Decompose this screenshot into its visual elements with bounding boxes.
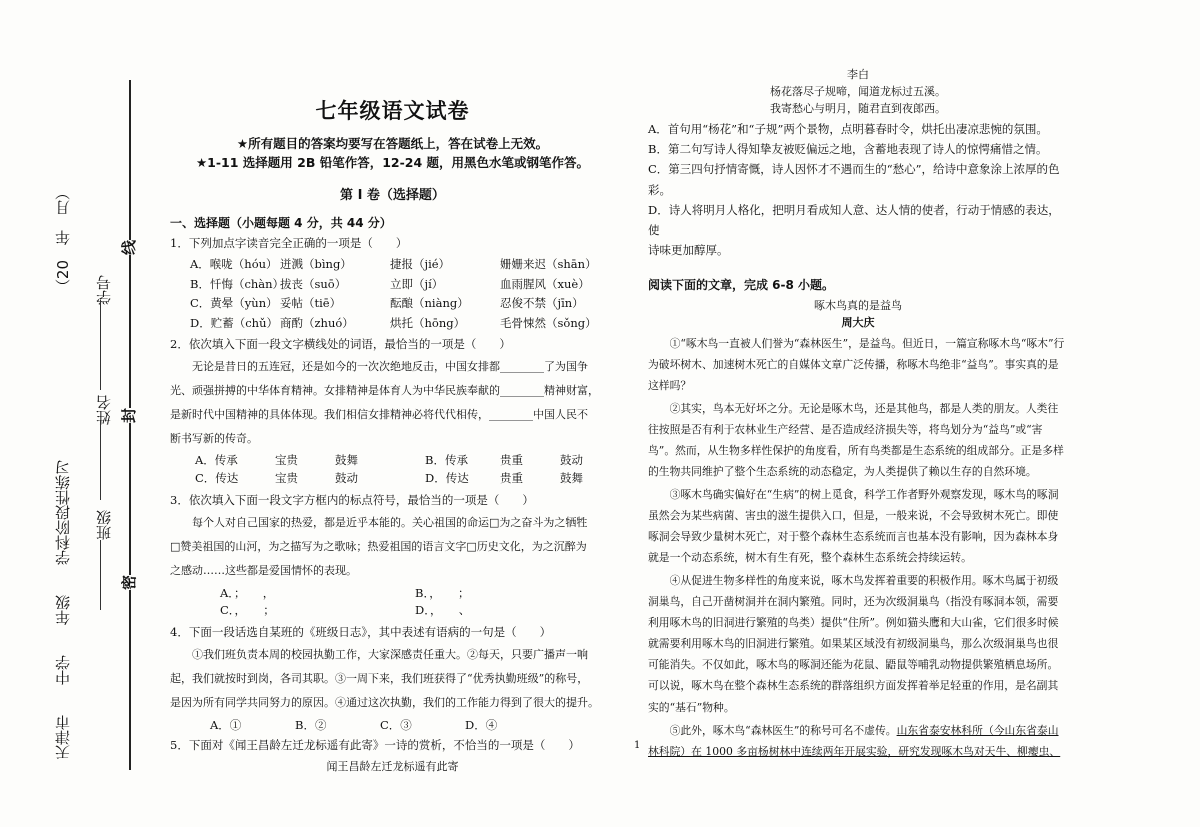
q2-option: B．传承: [425, 453, 468, 468]
q4-passage-line: ①我们班负责本周的校园执勤工作，大家深感责任重大。②每天，只要广播声一响: [192, 648, 588, 662]
seal-feng: 封: [120, 407, 139, 424]
name-label: 姓名: [95, 395, 113, 425]
q5-option: A．首句用“杨花”和“子规”两个景物，点明暮春时令，烘托出凄凉悲惋的氛围。: [648, 122, 1048, 137]
q4-passage-line: 是因为所有同学共同努力的原因。④通过这次执勤，我们的工作能力得到了很大的提升。: [170, 695, 599, 709]
article-paragraph-5: [648, 720, 1068, 762]
article-author: 周大庆: [841, 315, 875, 329]
article-paragraph: ④从促进生物多样性的角度来说，啄木鸟发挥着重要的积极作用。啄木鸟属于初级洞巢鸟，自己开凿树洞并在洞内繁殖。同时，还为次级洞巢鸟（指没有啄洞本领，需要利用啄木鸟的旧洞进行繁殖的鸟类）提供“住所”。例如猫头鹰和大山雀，它们很多时候就需要利用啄木鸟的旧洞进行繁殖。如果某区域没有初级洞巢鸟，那么次级洞巢鸟也很可能消失。不仅如此，啄木鸟的啄洞还能为花鼠、鼯鼠等哺乳动物提供繁殖栖息场所。可以说，啄木鸟在整个森林生态系统的群落组织方面发挥着举足轻重的作用，是名副其实的“基石”物种。: [648, 574, 1059, 714]
reading-intro: 阅读下面的文章，完成 6-8 小题。: [648, 278, 835, 293]
question-5-stem: 5．下面对《闻王昌龄左迁龙标遥有此寄》一诗的赏析，不恰当的一项是（ ）: [170, 737, 580, 752]
q5-option: C．第三四句抒情寄慨，诗人因怀才不遇而生的“愁心”，给诗中意象涂上浓厚的色彩。: [648, 162, 1060, 197]
page-number: 1: [634, 740, 641, 751]
q1-option: 毛骨悚然（sǒng）: [500, 316, 597, 331]
question-3-stem: 3．依次填入下面一段文字方框内的标点符号，最恰当的一项是（ ）: [170, 493, 534, 508]
q3-passage-line: □赞美祖国的山河，为之描写为之歌咏；热爱祖国的语言文字□历史文化，为之沉醉为: [170, 539, 587, 553]
q4-option: C．③: [380, 717, 412, 732]
q1-option: 立即（jí）: [390, 276, 444, 291]
q3-option: C．， ；: [220, 603, 275, 618]
q4-passage-line: 起，我们就按时到岗，各司其职。③一周下来，我们班获得了“优秀执勤班级”的称号，: [170, 671, 589, 685]
q1-option: 迸溅（bìng）: [280, 256, 352, 271]
q1-option: 忍俊不禁（jīn）: [500, 296, 584, 311]
q3-option: A．； ，: [220, 585, 275, 600]
para5-underlined: 山东省泰安林科所（今山东省泰山林科院）在 1000 多亩杨树林中连续两年开展实验，研究发现啄木鸟对天牛、柳瘿虫、: [648, 723, 1061, 758]
question-2-options: [195, 452, 615, 488]
para5-text: ⑤此外，啄木鸟“森林医生”的称号可名不虚传。: [669, 723, 897, 737]
school-label: 天津市 中学 年级 学科阶段性练习: [54, 460, 72, 760]
q2-option: 鼓动: [335, 471, 358, 486]
q1-option: 烘托（hōng）: [390, 316, 466, 331]
poem-line: 杨花落尽子规啼，闻道龙标过五溪。: [770, 85, 946, 99]
question-1-stem: 1．下列加点字读音完全正确的一项是（ ）: [170, 236, 408, 251]
q1-option: 姗姗来迟（shān）: [500, 256, 597, 271]
question-5-options: [648, 119, 1068, 260]
q1-option: 捷报（jié）: [390, 256, 451, 271]
year-label: （20 年 月）: [54, 185, 72, 295]
q5-option: D．诗人将明月人格化，把明月看成知人意、达人情的使者，行动于情感的表达，使: [648, 202, 1060, 237]
question-3-options: [220, 585, 615, 621]
poem-title: 闻王昌龄左迁龙标遥有此寄: [326, 760, 459, 774]
q4-option: B．②: [295, 717, 327, 732]
question-2-stem: 2．依次填入下面一段文字横线处的词语，最恰当的一项是（ ）: [170, 337, 511, 352]
q1-option: D．贮蓄（chǔ）: [190, 316, 278, 331]
article-title: 啄木鸟真的是益鸟: [814, 298, 902, 312]
q1-option: 酝酿（niàng）: [390, 296, 469, 311]
q1-option: 拔丧（suō）: [280, 276, 347, 291]
seal-xian: 线: [120, 239, 139, 256]
q4-option: A．①: [210, 717, 242, 732]
article-paragraph: ②其实，鸟本无好坏之分。无论是啄木鸟，还是其他鸟，都是人类的朋友。人类往往按照是否有利于农林业生产经营、是否造成经济损失等，将鸟划分为“益鸟”或“害鸟”。然而，从生物多样性保护的角度看，所有鸟类都是生态系统的组成部分。正是多样的生物共同维护了整个生态系统的动态稳定，为人类提供了赖以生存的自然环境。: [648, 401, 1064, 478]
q2-passage-line: 光、顽强拼搏的中华体育精神。女排精神是体育人为中华民族奉献的________精神财富，: [170, 383, 599, 397]
q2-option: D．传达: [425, 471, 469, 486]
q2-option: 鼓舞: [560, 471, 583, 486]
q2-option: A．传承: [195, 453, 238, 468]
q1-option: 商酌（zhuó）: [280, 316, 354, 331]
article-paragraph: ③啄木鸟确实偏好在“生病”的树上觅食，科学工作者野外观察发现，啄木鸟的啄洞虽然会为某些病菌、害虫的滋生提供入口，但是，一般来说，不会导致树木死亡。即使啄洞会导致少量树木死亡，对于整个森林生态系统而言也基本没有影响，因为森林本身就是一个动态系统，树木有生有死，整个森林生态系统会持续运转。: [648, 488, 1059, 565]
q2-option: 贵重: [500, 453, 523, 468]
question-1-options: [190, 255, 615, 334]
q1-option: C．黄晕（yùn）: [190, 296, 278, 311]
q2-passage-line: 无论是昔日的五连冠，还是如今的一次次绝地反击，中国女排都________了为国争: [192, 359, 588, 373]
binding-line: [129, 80, 131, 770]
q3-passage-line: 每个人对自己国家的热爱，都是近乎本能的。关心祖国的命运□为之奋斗为之牺牲: [192, 515, 588, 529]
q1-option: A．喉咙（hóu）: [190, 256, 278, 271]
section-heading: 一、选择题（小题每题 4 分，共 44 分）: [170, 216, 392, 231]
id-blank: [100, 300, 102, 390]
q5-option: B．第二句写诗人得知挚友被贬偏远之地，含蓄地表现了诗人的惊愕痛惜之情。: [648, 142, 1048, 157]
q2-option: 贵重: [500, 471, 523, 486]
q2-passage-line: 断书写新的传奇。: [170, 431, 258, 445]
q5-option: 诗味更加醇厚。: [648, 242, 729, 257]
poem-author: 李白: [847, 68, 869, 81]
seal-mi: 密: [120, 574, 139, 591]
q3-option: B．， ；: [415, 585, 470, 600]
q4-option: D．④: [465, 717, 498, 732]
exam-title: 七年级语文试卷: [315, 99, 470, 123]
note-1: ★所有题目的答案均要写在答题纸上，答在试卷上无效。: [236, 135, 549, 151]
question-4-stem: 4．下面一段话选自某班的《班级日志》，其中表述有语病的一句是（ ）: [170, 625, 552, 640]
article-paragraph: ①“啄木鸟一直被人们誉为“森林医生”，是益鸟。但近日，一篇宣称啄木鸟“啄木”行为破坏树木、加速树木死亡的自媒体文章广泛传播，称啄木鸟绝非“益鸟”。事实真的是这样吗？: [648, 336, 1065, 392]
class-blank: [100, 540, 102, 610]
q2-option: C．传达: [195, 471, 239, 486]
part-1-title: 第 I 卷（选择题）: [340, 188, 445, 204]
q3-passage-line: 之感动……这些都是爱国情怀的表现。: [170, 563, 357, 577]
q2-option: 鼓动: [560, 453, 583, 468]
q2-option: 鼓舞: [335, 453, 358, 468]
note-2: ★1-11 选择题用 2B 铅笔作答，12-24 题，用黑色水笔或钢笔作答。: [195, 154, 590, 170]
poem-line: 我寄愁心与明月，随君直到夜郎西。: [770, 102, 946, 116]
question-4-options: [210, 717, 615, 735]
student-id-label: 学号: [95, 275, 113, 305]
class-label: 班级: [95, 510, 113, 540]
q1-option: 妥帖（tiē）: [280, 296, 342, 311]
left-column: [170, 95, 615, 775]
q2-option: 宝贵: [275, 453, 298, 468]
q2-option: 宝贵: [275, 471, 298, 486]
q1-option: 血雨腥风（xuè）: [500, 276, 590, 291]
q3-option: D．， 、: [415, 603, 471, 618]
name-blank: [100, 420, 102, 500]
q1-option: B．忏悔（chàn）: [190, 276, 285, 291]
right-column: [648, 66, 1068, 764]
q2-passage-line: 是新时代中国精神的具体体现。我们相信女排精神必将代代相传，________中国人民不: [170, 407, 588, 421]
